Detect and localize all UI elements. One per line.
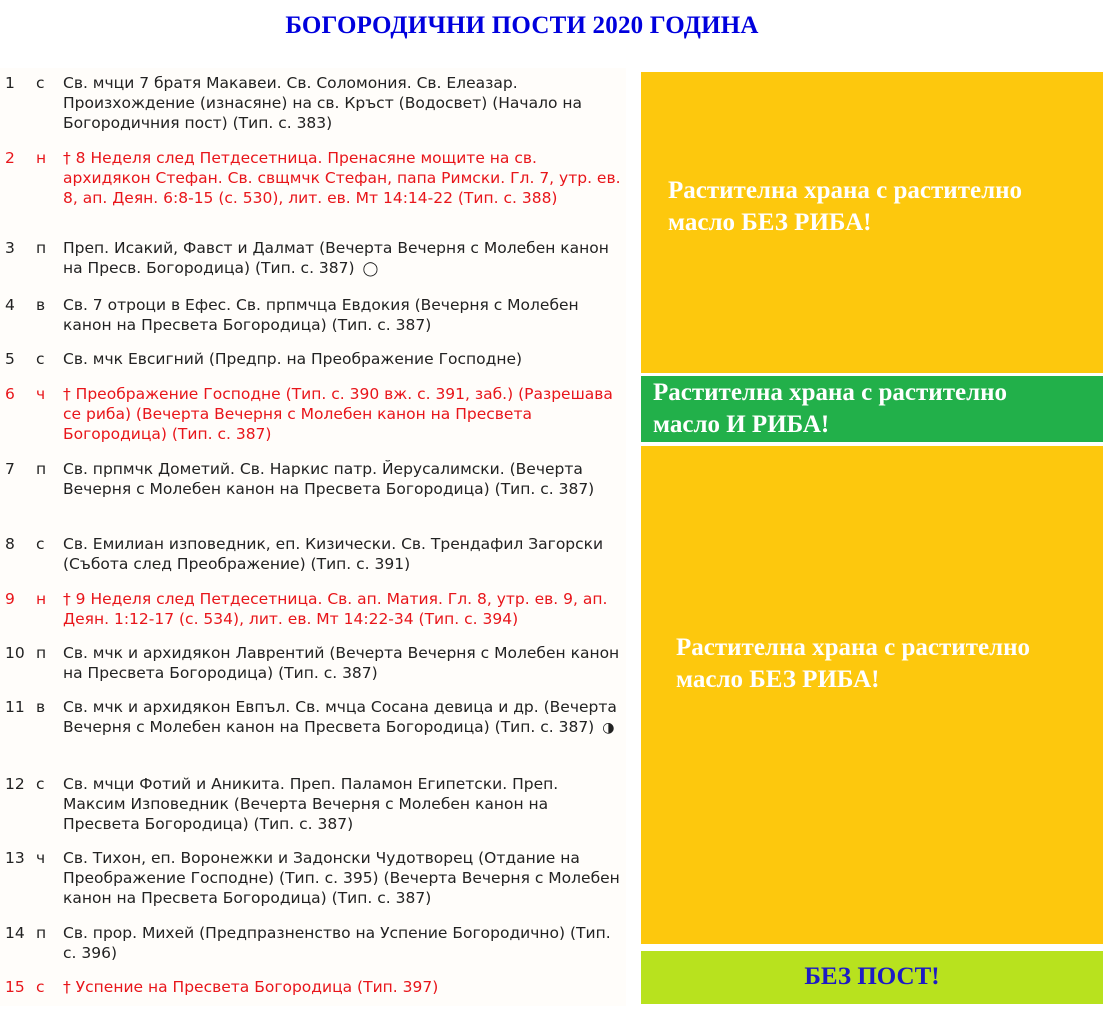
fasting-label-line2: масло БЕЗ РИБА! <box>668 209 872 236</box>
day-description: † 9 Неделя след Петдесетница. Св. ап. Матия. Гл. 8, утр. ев. 9, ап. Деян. 1:12-17 (с. 534), лит. ев. Мт 14:22-34 (Тип. с. 394) <box>63 590 608 628</box>
weekday: с <box>36 74 45 92</box>
fasting-label-line2: масло И РИБА! <box>653 411 830 438</box>
day-description: Св. мчк и архидякон Евпъл. Св. мчца Сосана девица и др. (Вечерта Вечерня с Молебен канон на Пресвета Богородица) (Тип. с. 387) <box>63 698 617 736</box>
fasting-label-line2: масло БЕЗ РИБА! <box>676 666 880 693</box>
day-description: Св. прпмчк Дометий. Св. Наркис патр. Йерусалимски. (Вечерта Вечерня с Молебен канон на Пресвета Богородица) (Тип. с. 387) <box>63 460 595 498</box>
day-number: 5 <box>5 350 15 368</box>
day-number: 11 <box>5 698 25 716</box>
fasting-period-no-fish <box>641 446 1103 944</box>
no-fast-label: БЕЗ ПОСТ! <box>804 963 940 990</box>
weekday: с <box>36 775 45 793</box>
weekday: п <box>36 460 47 478</box>
day-number: 3 <box>5 239 15 257</box>
weekday: н <box>36 149 47 167</box>
full-moon-icon: ◯ <box>362 261 379 277</box>
day-number: 12 <box>5 775 25 793</box>
day-number: 14 <box>5 924 25 942</box>
weekday: в <box>36 296 46 314</box>
day-description: Св. Емилиан изповедник, еп. Кизически. Св. Трендафил Загорски (Събота след Преображение) (Тип. с. 391) <box>63 535 604 573</box>
fasting-label-line1: Растителна храна с растително <box>676 634 1031 661</box>
page-title: БОГОРОДИЧНИ ПОСТИ 2020 ГОДИНА <box>285 12 759 39</box>
day-number: 2 <box>5 149 15 167</box>
fasting-label-line1: Растителна храна с растително <box>653 379 1008 406</box>
day-description: Св. мчк Евсигний (Предпр. на Преображение Господне) <box>63 350 523 368</box>
day-number: 8 <box>5 535 15 553</box>
weekday: ч <box>36 849 46 867</box>
weekday: ч <box>36 385 46 403</box>
day-description: Св. 7 отроци в Ефес. Св. прпмчца Евдокия (Вечерня с Молебен канон на Пресвета Богородица) (Тип. с. 387) <box>63 296 579 334</box>
fasting-label-line1: Растителна храна с растително <box>668 177 1023 204</box>
day-description: Св. прор. Михей (Предпразненство на Успение Богородично) (Тип. с. 396) <box>63 924 611 962</box>
day-description: Св. мчци Фотий и Аникита. Преп. Паламон Египетски. Преп. Максим Изповедник (Вечерта Вечерня с Молебен канон на Пресвета Богородица) (Тип. с. 387) <box>63 775 559 833</box>
day-number: 6 <box>5 385 15 403</box>
day-number: 10 <box>5 644 25 662</box>
day-description: Св. мчк и архидякон Лаврентий (Вечерта Вечерня с Молебен канон на Пресвета Богородица) (Тип. с. 387) <box>63 644 620 682</box>
weekday: с <box>36 350 45 368</box>
weekday: в <box>36 698 46 716</box>
weekday: п <box>36 924 47 942</box>
day-number: 1 <box>5 74 15 92</box>
weekday: п <box>36 644 47 662</box>
day-description: Преп. Исакий, Фавст и Далмат (Вечерта Вечерня с Молебен канон на Пресв. Богородица) (Тип. с. 387) <box>63 239 609 277</box>
calendar-list <box>0 68 626 1006</box>
weekday: с <box>36 978 45 996</box>
day-description: † 8 Неделя след Петдесетница. Пренасяне мощите на св. архидякон Стефан. Св. свщмчк Стефан, папа Римски. Гл. 7, утр. ев. 8, ап. Деян. 6:8-15 (с. 530), лит. ев. Мт 14:14-22 (Тип. с. 388) <box>63 149 621 207</box>
day-number: 4 <box>5 296 15 314</box>
day-description: † Преображение Господне (Тип. с. 390 вж. с. 391, заб.) (Разрешава се риба) (Вечерта Вечерня с Молебен канон на Пресвета Богородица) (Тип. с. 387) <box>63 385 613 443</box>
half-moon-icon: ◑ <box>602 720 615 736</box>
day-description: Св. мчци 7 братя Макавеи. Св. Соломония. Св. Елеазар. Произхождение (изнасяне) на св. Кръст (Водосвет) (Начало на Богородичния пост) (Тип. с. 383) <box>63 74 583 132</box>
fasting-period-no-fish <box>641 72 1103 373</box>
weekday: с <box>36 535 45 553</box>
day-description: † Успение на Пресвета Богородица (Тип. 397) <box>63 978 439 996</box>
fasting-period-with-fish <box>641 376 1103 442</box>
weekday: н <box>36 590 47 608</box>
day-number: 7 <box>5 460 15 478</box>
day-number: 13 <box>5 849 25 867</box>
day-number: 15 <box>5 978 25 996</box>
day-number: 9 <box>5 590 15 608</box>
weekday: п <box>36 239 47 257</box>
no-fast-period <box>641 951 1103 1004</box>
day-description: Св. Тихон, еп. Воронежки и Задонски Чудотворец (Отдание на Преображение Господне) (Тип. с. 395) (Вечерта Вечерня с Молебен канон на Пресвета Богородица) (Тип. с. 387) <box>63 849 620 907</box>
